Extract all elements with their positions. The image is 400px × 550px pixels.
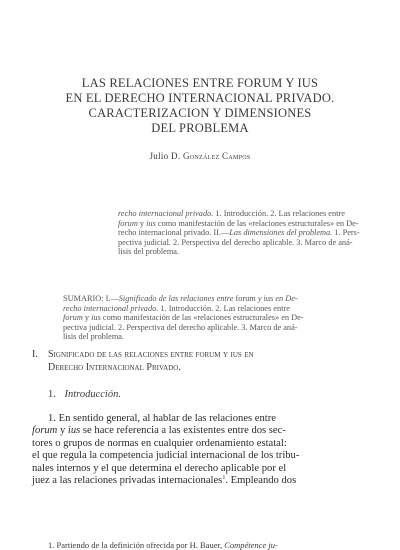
summary-fragment: en De- xyxy=(275,294,298,303)
title-line-1: LAS RELACIONES ENTRE FORUM Y IUS xyxy=(81,76,319,90)
summary-line xyxy=(118,228,368,238)
author-name xyxy=(40,151,360,161)
footnote xyxy=(48,540,278,550)
summary xyxy=(63,294,368,342)
body-fragment: juez a las relaciones privadas internacionales xyxy=(32,475,223,487)
summary-fragment: recho internacional privado. xyxy=(118,209,214,218)
summary-fragment: y xyxy=(257,294,262,303)
body-line: el que regula la competencia judicial internacional de los tribu- xyxy=(32,450,300,462)
summary-fragment: pectiva judicial. 2. Perspectiva del derecho aplicable. 3. Marco de aná- xyxy=(63,322,298,332)
summary-line xyxy=(63,313,368,323)
subsection-title: Introducción. xyxy=(64,389,121,400)
title-line-4: DEL PROBLEMA xyxy=(151,121,249,135)
section-title-1: Significado de las relaciones entre forum y ius en xyxy=(48,349,254,360)
summary-fragment: y xyxy=(82,313,92,323)
body-line xyxy=(32,425,368,437)
summary-line xyxy=(63,294,368,304)
summary-fragment: forum xyxy=(118,218,138,228)
author-last-name: González Campos xyxy=(182,151,251,161)
body-fragment: forum xyxy=(32,425,58,437)
body-fragment: se hace referencia a las existentes entre dos sec- xyxy=(80,425,286,437)
summary-fragment: ius xyxy=(146,218,156,228)
summary-fragment: forum xyxy=(63,313,83,323)
summary-line xyxy=(118,247,368,257)
footnote-marker: 1 xyxy=(222,475,226,482)
summary-line xyxy=(63,304,368,314)
title-line-2: EN EL DERECHO INTERNACIONAL PRIVADO. xyxy=(65,91,335,105)
summary-fragment: lisis del problema. xyxy=(63,332,125,342)
subsection-number: 1. xyxy=(48,389,56,400)
summary-fragment: Significado de las relaciones entre xyxy=(118,294,234,303)
body-fragment: 1. En sentido general, al hablar de las relaciones entre xyxy=(48,413,276,424)
summary-line xyxy=(118,238,368,248)
summary-fragment: ius xyxy=(261,294,276,303)
summary-fragment: y xyxy=(137,218,147,228)
summary-fragment: 1. Pers- xyxy=(332,228,360,238)
summary-line xyxy=(118,209,368,219)
paper-title xyxy=(40,76,360,136)
summary-fragment: Las dimensiones del problema. xyxy=(229,228,333,238)
summary-fragment: forum xyxy=(233,294,258,303)
section-heading-line-2 xyxy=(32,362,254,375)
summary-fragment: como manifestación de las «relaciones estructurales» en De- xyxy=(100,313,304,323)
summary-line xyxy=(63,323,368,333)
section-heading-line-1 xyxy=(32,349,254,362)
body-line xyxy=(32,475,368,487)
body-fragment: ius xyxy=(67,425,81,437)
summary-line xyxy=(118,219,368,229)
summary-fragment: recho internacional privado. II.— xyxy=(118,228,230,238)
summary-fragment: ius xyxy=(91,313,101,323)
footnote-title: Compétence ju- xyxy=(224,540,278,550)
section-heading xyxy=(32,349,254,374)
body-line: tores o grupos de normas en cualquier ordenamiento estatal: xyxy=(32,437,287,449)
summary-line xyxy=(63,332,368,342)
summary-fragment: SUMARIO: I.— xyxy=(63,294,119,303)
subsection-heading xyxy=(48,389,121,400)
body-line: nales internos y el que determina el derecho aplicable por el xyxy=(32,462,287,474)
footnote-text: 1. Partiendo de la definición ofrecida por H. Bauer, xyxy=(48,540,225,550)
summary-fragment: 1. Introducción. 2. Las relaciones entre xyxy=(213,209,345,218)
summary-faded xyxy=(118,209,368,257)
section-number: I. xyxy=(32,349,38,360)
summary-fragment: recho internacional privado. xyxy=(63,303,159,313)
title-line-3: CARACTERIZACION Y DIMENSIONES xyxy=(88,106,312,120)
summary-fragment: lisis del problema. xyxy=(118,247,180,257)
author-first-name: Julio D. xyxy=(149,151,181,161)
body-paragraph xyxy=(32,413,368,487)
body-fragment: y xyxy=(57,425,68,437)
summary-fragment: como manifestación de las «relaciones estructurales» en De- xyxy=(155,218,359,228)
summary-fragment: 1. Introducción. 2. Las relaciones entre xyxy=(158,303,290,313)
body-fragment: . Empleando dos xyxy=(225,475,297,487)
summary-fragment: pectiva judicial. 2. Perspectiva del derecho aplicable. 3. Marco de aná- xyxy=(118,237,353,247)
body-line xyxy=(32,413,368,425)
section-title-2: Derecho Internacional Privado. xyxy=(48,361,181,373)
